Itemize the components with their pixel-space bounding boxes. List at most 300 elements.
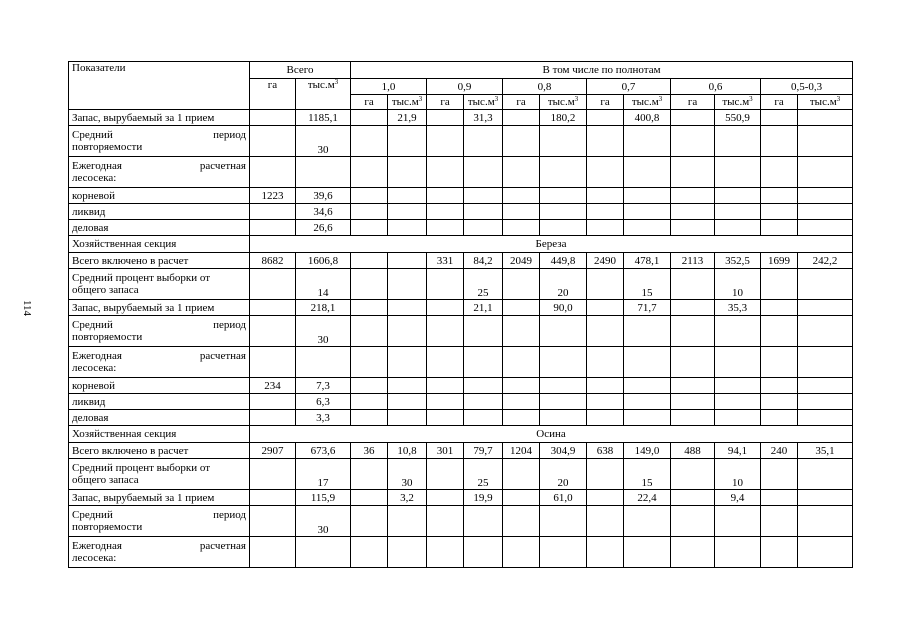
table-cell (671, 506, 715, 537)
row-label-word: Средний (72, 509, 113, 521)
table-row (69, 537, 853, 568)
header-unit-vol-sup: 3 (749, 95, 753, 103)
table-cell: 15 (624, 459, 671, 490)
table-cell (798, 347, 853, 378)
table-cell (715, 188, 761, 204)
header-density-5: 0,5-0,3 (761, 79, 853, 95)
table-cell (351, 126, 388, 157)
table-cell (427, 188, 464, 204)
row-label: Запас, вырубаемый за 1 прием (69, 110, 250, 126)
header-unit-ha: га (587, 95, 624, 110)
table-cell (715, 204, 761, 220)
header-unit-vol-sup: 3 (418, 95, 423, 103)
table-cell (351, 378, 388, 394)
table-cell (587, 220, 624, 236)
table-cell (503, 110, 540, 126)
table-cell: 90,0 (540, 300, 587, 316)
table-cell (250, 157, 296, 188)
table-cell (587, 537, 624, 568)
table-cell (503, 204, 540, 220)
table-cell (798, 300, 853, 316)
table-cell (464, 126, 503, 157)
row-label: ликвид (69, 394, 250, 410)
table-cell: 15 (624, 269, 671, 300)
table-cell (624, 126, 671, 157)
table-cell (427, 410, 464, 426)
table-cell: 1223 (250, 188, 296, 204)
table-cell (503, 269, 540, 300)
table-cell (351, 204, 388, 220)
table-cell: 39,6 (296, 188, 351, 204)
table-cell: 301 (427, 443, 464, 459)
table-cell (798, 506, 853, 537)
table-cell: 400,8 (624, 110, 671, 126)
header-unit-vol-sup: 3 (658, 95, 663, 103)
table-cell (464, 316, 503, 347)
table-cell (503, 410, 540, 426)
table-cell: 34,6 (296, 204, 351, 220)
table-cell (671, 300, 715, 316)
row-label: Запас, вырубаемый за 1 прием (69, 300, 250, 316)
table-cell (761, 506, 798, 537)
table-cell (250, 269, 296, 300)
table-cell (250, 410, 296, 426)
table-cell (464, 220, 503, 236)
table-cell (250, 110, 296, 126)
table-cell: 26,6 (296, 220, 351, 236)
row-label-line1 (72, 272, 246, 284)
table-cell (671, 110, 715, 126)
table-cell (351, 410, 388, 426)
table-cell (388, 300, 427, 316)
table-cell (798, 188, 853, 204)
table-cell (540, 537, 587, 568)
table-cell: 10 (715, 269, 761, 300)
table-row (69, 410, 853, 426)
table-cell (427, 537, 464, 568)
header-total-vol: $тыс.м^3$ (296, 79, 351, 110)
table-cell (464, 378, 503, 394)
table-cell (464, 157, 503, 188)
table-cell: 2113 (671, 253, 715, 269)
table-cell: 21,1 (464, 300, 503, 316)
table-cell (427, 490, 464, 506)
table-cell (798, 220, 853, 236)
table-cell (351, 300, 388, 316)
row-label-line2: лесосека: (72, 552, 117, 564)
table-cell: 2907 (250, 443, 296, 459)
table-cell (503, 378, 540, 394)
table-cell: 71,7 (624, 300, 671, 316)
row-label (69, 459, 250, 490)
table-cell (351, 506, 388, 537)
table-cell (761, 378, 798, 394)
table-cell: 115,9 (296, 490, 351, 506)
table-cell (250, 490, 296, 506)
table-cell (761, 490, 798, 506)
table-cell (587, 126, 624, 157)
table-cell: 10 (715, 459, 761, 490)
table-cell (798, 490, 853, 506)
row-label-line2: лесосека: (72, 172, 117, 184)
table-cell (798, 204, 853, 220)
table-cell (587, 410, 624, 426)
table-cell (624, 204, 671, 220)
table-cell (624, 506, 671, 537)
table-cell (671, 220, 715, 236)
table-cell (351, 188, 388, 204)
table-cell (503, 347, 540, 378)
table-cell (715, 220, 761, 236)
table-cell (715, 347, 761, 378)
table-cell (587, 378, 624, 394)
table-cell (671, 316, 715, 347)
table-cell (587, 110, 624, 126)
table-cell (427, 126, 464, 157)
table-cell: 304,9 (540, 443, 587, 459)
header-density-3: 0,7 (587, 79, 671, 95)
table-row (69, 378, 853, 394)
header-total: Всего (250, 62, 351, 79)
row-label-line2: повторяемости (72, 521, 143, 533)
table-cell (250, 204, 296, 220)
table-cell (798, 394, 853, 410)
table-cell: 6,3 (296, 394, 351, 410)
header-unit-vol: $тыс.м^3$ (388, 95, 427, 110)
table-cell (798, 410, 853, 426)
table-cell (715, 394, 761, 410)
table-cell (761, 126, 798, 157)
table-cell: 84,2 (464, 253, 503, 269)
table-cell (587, 300, 624, 316)
table-cell: 21,9 (388, 110, 427, 126)
row-label-word: расчетная (199, 540, 246, 552)
table-cell: 3,2 (388, 490, 427, 506)
table-cell (587, 204, 624, 220)
table-cell (761, 220, 798, 236)
table-row (69, 126, 853, 157)
table-cell (351, 490, 388, 506)
table-cell (351, 220, 388, 236)
table-cell (351, 253, 388, 269)
table-cell (587, 394, 624, 410)
table-cell (351, 394, 388, 410)
table-cell (540, 316, 587, 347)
row-label: ликвид (69, 204, 250, 220)
header-row-top (69, 62, 853, 79)
table-cell: 352,5 (715, 253, 761, 269)
table-cell (671, 459, 715, 490)
table-cell (715, 410, 761, 426)
table-cell (540, 126, 587, 157)
table-cell (761, 269, 798, 300)
table-cell (464, 394, 503, 410)
table-cell (250, 316, 296, 347)
table-cell (671, 490, 715, 506)
table-cell (427, 506, 464, 537)
table-cell (427, 269, 464, 300)
row-label-word: Средний (72, 319, 113, 331)
header-total-ha: га (250, 79, 296, 110)
table-cell: 478,1 (624, 253, 671, 269)
row-label: Запас, вырубаемый за 1 прием (69, 490, 250, 506)
table-cell (464, 347, 503, 378)
table-cell: 331 (427, 253, 464, 269)
table-cell (587, 490, 624, 506)
table-cell: 22,4 (624, 490, 671, 506)
table-cell (540, 347, 587, 378)
table-cell (464, 506, 503, 537)
table-cell (715, 537, 761, 568)
header-unit-ha: га (671, 95, 715, 110)
table-cell (798, 378, 853, 394)
table-cell (540, 378, 587, 394)
table-cell (427, 394, 464, 410)
table-cell: 30 (388, 459, 427, 490)
table-cell: 149,0 (624, 443, 671, 459)
table-cell (250, 347, 296, 378)
table-cell (503, 459, 540, 490)
table-cell (624, 378, 671, 394)
table-cell: 20 (540, 459, 587, 490)
table-cell (761, 316, 798, 347)
table-cell (540, 157, 587, 188)
table-cell (540, 506, 587, 537)
table-cell (388, 316, 427, 347)
table-cell (761, 347, 798, 378)
row-label-line1 (72, 462, 246, 474)
table-cell (715, 378, 761, 394)
table-cell (351, 537, 388, 568)
header-unit-ha: га (351, 95, 388, 110)
table-row (69, 394, 853, 410)
table-cell (587, 459, 624, 490)
header-density-2: 0,8 (503, 79, 587, 95)
table-cell (351, 269, 388, 300)
table-cell (587, 506, 624, 537)
table-cell: 180,2 (540, 110, 587, 126)
table-cell: 2049 (503, 253, 540, 269)
table-cell (715, 506, 761, 537)
row-label-line1 (72, 509, 246, 521)
table-cell (587, 269, 624, 300)
table-cell (761, 394, 798, 410)
section-label: Хозяйственная секция (69, 236, 250, 253)
table-cell (503, 506, 540, 537)
table-row (69, 157, 853, 188)
header-unit-vol: $тыс.м^3$ (464, 95, 503, 110)
table-row (69, 269, 853, 300)
table-cell: 10,8 (388, 443, 427, 459)
table-cell (351, 157, 388, 188)
header-by-density: В том числе по полнотам (351, 62, 853, 79)
table-cell (388, 537, 427, 568)
table-cell (624, 316, 671, 347)
table-cell: 20 (540, 269, 587, 300)
table-cell: 36 (351, 443, 388, 459)
table-cell (540, 220, 587, 236)
row-label (69, 506, 250, 537)
table-row (69, 347, 853, 378)
table-cell (715, 157, 761, 188)
table-cell (671, 537, 715, 568)
row-label-word: Средний процент выборки от (72, 462, 211, 474)
table-cell (503, 394, 540, 410)
table-cell (250, 300, 296, 316)
table-cell: 61,0 (540, 490, 587, 506)
table-cell (250, 506, 296, 537)
table-cell (388, 188, 427, 204)
table-cell: 94,1 (715, 443, 761, 459)
row-label-line1 (72, 129, 246, 141)
table-cell (624, 394, 671, 410)
table-cell (761, 157, 798, 188)
row-label-word: расчетная (199, 160, 246, 172)
table-cell (503, 157, 540, 188)
row-label-line1 (72, 319, 246, 331)
table-cell: 35,3 (715, 300, 761, 316)
header-unit-vol: $тыс.м^3$ (540, 95, 587, 110)
table-cell (624, 410, 671, 426)
header-unit-vol-sup: 3 (836, 95, 841, 103)
table-cell (540, 204, 587, 220)
table-cell (715, 316, 761, 347)
row-label-line2: лесосека: (72, 362, 117, 374)
table-cell (464, 410, 503, 426)
table-cell (671, 188, 715, 204)
row-label-word: Ежегодная (72, 350, 122, 362)
header-unit-vol-sup: 3 (494, 95, 499, 103)
header-unit-ha: га (503, 95, 540, 110)
table-cell (388, 394, 427, 410)
row-label (69, 537, 250, 568)
row-label-line1 (72, 350, 246, 362)
table-cell (503, 220, 540, 236)
table-cell (587, 188, 624, 204)
row-label-word: Средний процент выборки от (72, 272, 211, 284)
table-cell (587, 347, 624, 378)
table-cell: 1185,1 (296, 110, 351, 126)
table-cell (540, 188, 587, 204)
table-cell (671, 347, 715, 378)
table-cell (388, 410, 427, 426)
table-row (69, 300, 853, 316)
header-indicators: Показатели (69, 62, 250, 110)
table-cell: 638 (587, 443, 624, 459)
table-cell (798, 316, 853, 347)
table-cell: 218,1 (296, 300, 351, 316)
table-cell: 31,3 (464, 110, 503, 126)
table-cell (761, 204, 798, 220)
section-label: Хозяйственная секция (69, 426, 250, 443)
table-cell: 30 (296, 506, 351, 537)
table-cell (671, 157, 715, 188)
header-unit-vol-sup: 3 (574, 95, 579, 103)
table-cell (427, 347, 464, 378)
table-cell: 14 (296, 269, 351, 300)
table-cell (624, 220, 671, 236)
table-cell: 1204 (503, 443, 540, 459)
row-label-line2: повторяемости (72, 331, 143, 343)
section-header-row (69, 236, 853, 253)
row-label-word: Ежегодная (72, 160, 122, 172)
header-total-vol-sup: 3 (334, 78, 339, 86)
row-label-word: расчетная (199, 350, 246, 362)
row-label-line1 (72, 160, 246, 172)
table-cell (250, 126, 296, 157)
table-cell (503, 300, 540, 316)
table-cell: 3,3 (296, 410, 351, 426)
table-cell (296, 537, 351, 568)
table-cell (250, 220, 296, 236)
table-cell: 79,7 (464, 443, 503, 459)
header-unit-vol: $тыс.м^3$ (624, 95, 671, 110)
table-cell: 30 (296, 126, 351, 157)
table-cell (798, 126, 853, 157)
table-cell (427, 300, 464, 316)
row-label-line2: общего запаса (72, 284, 139, 296)
table-cell: 2490 (587, 253, 624, 269)
table-cell (427, 204, 464, 220)
table-cell (388, 378, 427, 394)
table-cell (624, 347, 671, 378)
table-cell: 7,3 (296, 378, 351, 394)
table-cell (388, 347, 427, 378)
header-unit-vol: $тыс.м^3$ (715, 95, 761, 110)
table-cell: 240 (761, 443, 798, 459)
row-label (69, 316, 250, 347)
table-cell: 25 (464, 269, 503, 300)
table-cell (250, 394, 296, 410)
table-cell: 242,2 (798, 253, 853, 269)
table-cell (761, 537, 798, 568)
row-label: корневой (69, 378, 250, 394)
header-unit-ha: га (427, 95, 464, 110)
table-cell (503, 188, 540, 204)
table-row (69, 459, 853, 490)
table-cell (464, 204, 503, 220)
table-cell (351, 110, 388, 126)
table-cell: 673,6 (296, 443, 351, 459)
table-cell (715, 126, 761, 157)
table-cell: 550,9 (715, 110, 761, 126)
table-cell (351, 316, 388, 347)
table-cell (798, 269, 853, 300)
table-cell (388, 126, 427, 157)
table-cell (587, 316, 624, 347)
table-row (69, 110, 853, 126)
row-label-line2: повторяемости (72, 141, 143, 153)
table-cell (427, 459, 464, 490)
table-cell (296, 347, 351, 378)
header-unit-vol: $тыс.м^3$ (798, 95, 853, 110)
table-cell (624, 188, 671, 204)
table-cell (388, 157, 427, 188)
row-label-word: Средний (72, 129, 113, 141)
data-table (68, 61, 853, 568)
page-number: 114 (21, 299, 33, 317)
table-cell: 25 (464, 459, 503, 490)
table-cell: 1606,8 (296, 253, 351, 269)
table-cell (427, 110, 464, 126)
table-cell (388, 269, 427, 300)
table-cell: 35,1 (798, 443, 853, 459)
row-label: Всего включено в расчет (69, 443, 250, 459)
row-label: Всего включено в расчет (69, 253, 250, 269)
row-label: деловая (69, 220, 250, 236)
header-density-0: 1,0 (351, 79, 427, 95)
table-cell (388, 253, 427, 269)
